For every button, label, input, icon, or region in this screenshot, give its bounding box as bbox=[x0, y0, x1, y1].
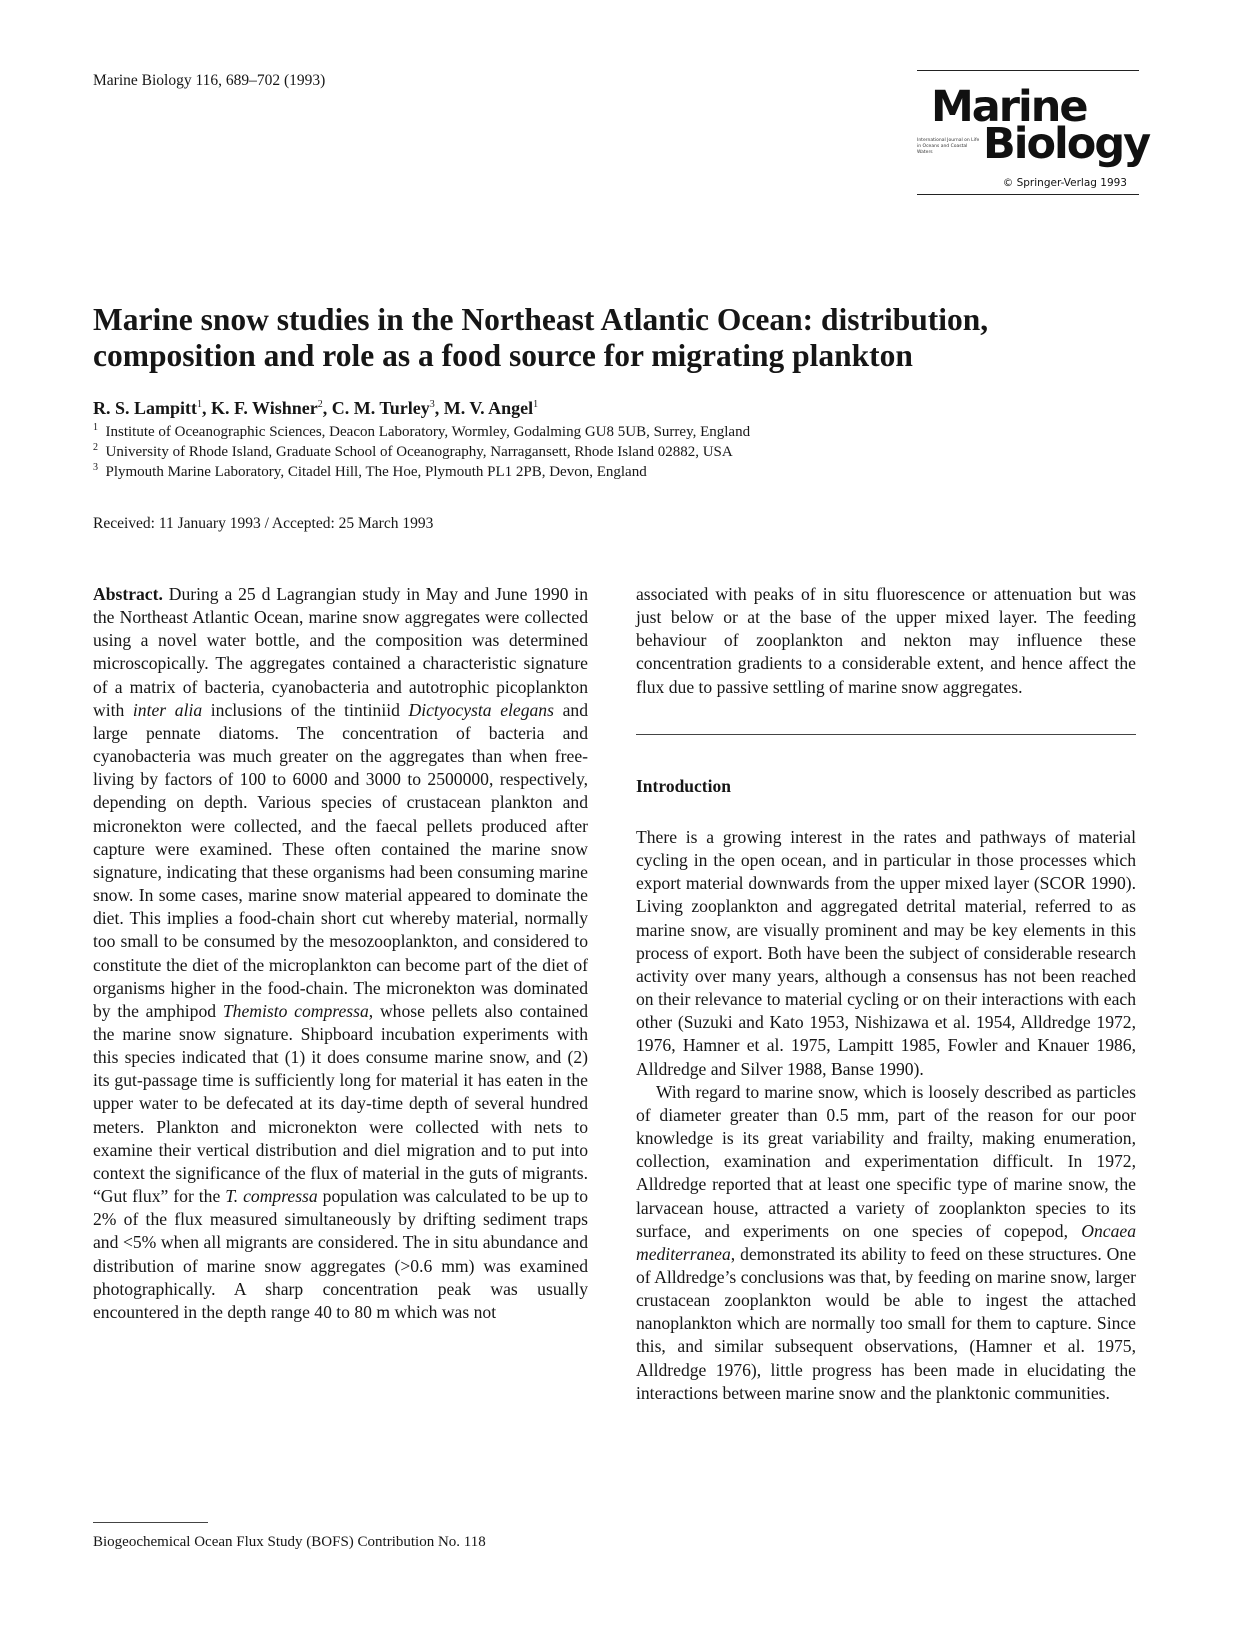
abstract-text: population was calculated to be up to 2% of the flux measured simultaneously by drifting sediment traps and <5% when all migrants are considered. The in situ abundance and distribution of marine snow aggregates (>0.6 mm) was examined photographically. A sharp concentration peak was usually encountered in the depth range 40 to 80 m which was not bbox=[93, 1186, 588, 1322]
species-name: Dictyocysta elegans bbox=[408, 699, 554, 720]
abstract-column bbox=[93, 583, 588, 1324]
logo-tagline: International Journal on Life in Oceans and Coastal Waters bbox=[917, 138, 980, 155]
footnote: Biogeochemical Ocean Flux Study (BOFS) Contribution No. 118 bbox=[93, 1534, 486, 1550]
intro-text: With regard to marine snow, which is loosely described as particles of diameter greater than 0.5 mm, part of the reason for our poor knowledge is its great variability and frailty, making enumeration, collection, examination and experimentation difficult. In 1972, Alldredge reported that at least one specific type of marine snow, the larvacean house, attracted a variety of zooplankton species to its surface, and experiments on one species of copepod, bbox=[636, 1081, 1136, 1241]
abstract-text: inclusions of the tintiniid bbox=[202, 699, 409, 720]
logo-word-biology: Biology bbox=[983, 119, 1150, 169]
affiliation-number: 1 bbox=[93, 422, 98, 433]
author-name: M. V. Angel bbox=[443, 398, 534, 418]
journal-citation: Marine Biology 116, 689–702 (1993) bbox=[93, 72, 326, 89]
author-list: R. S. Lampitt$^1$, K. F. Wishner$^2$, C. M. Turley$^3$, M. V. Angel$^1$ bbox=[93, 398, 539, 418]
article-title: Marine snow studies in the Northeast Atlantic Ocean: distribution, composition and role as a food source for migrating plankton bbox=[93, 302, 989, 373]
logo-top-rule bbox=[917, 70, 1139, 71]
abstract-paragraph bbox=[93, 583, 588, 1324]
affiliation-text: Institute of Oceanographic Sciences, Deacon Laboratory, Wormley, Godalming GU8 5UB, Surrey, England bbox=[105, 424, 751, 440]
logo-copyright: © Springer-Verlag 1993 bbox=[1002, 177, 1127, 189]
abstract-label: Abstract. bbox=[93, 584, 163, 604]
affiliation-text: University of Rhode Island, Graduate School of Oceanography, Narragansett, Rhode Island 02882, USA bbox=[105, 444, 733, 460]
logo-bottom-rule bbox=[917, 194, 1139, 195]
affiliation-number: 3 bbox=[93, 462, 98, 473]
species-name: Themisto compressa bbox=[222, 1000, 369, 1021]
received-dates: Received: 11 January 1993 / Accepted: 25 March 1993 bbox=[93, 515, 434, 532]
introduction-body bbox=[636, 826, 1136, 1405]
abstract-continuation bbox=[636, 583, 1136, 699]
species-name: T. compressa bbox=[225, 1186, 318, 1207]
author-name: K. F. Wishner bbox=[211, 398, 318, 418]
author-name: R. S. Lampitt bbox=[93, 398, 198, 418]
author-affiliation-mark: 1 bbox=[197, 399, 203, 410]
affiliation-text: Plymouth Marine Laboratory, Citadel Hill, The Hoe, Plymouth PL1 2PB, Devon, England bbox=[105, 464, 647, 480]
intro-text: , demonstrated its ability to feed on these structures. One of Alldredge’s conclusions was that, by feeding on marine snow, larger crustacean zooplankton would be able to ingest the attached nanoplankton which are normally too small for them to capture. Since this, and similar subsequent observations, (Hamner et al. 1975, Alldredge 1976), little progress has been made in elucidating the interactions between marine snow and the planktonic communities. bbox=[636, 1243, 1136, 1403]
affiliation bbox=[93, 442, 733, 461]
intro-paragraph: There is a growing interest in the rates and pathways of material cycling in the open ocean, and in particular in those processes which export material downwards from the upper mixed layer (SCOR 1990). Living zooplankton and aggregated detrital material, referred to as marine snow, are visually prominent and may be key elements in this process of export. Both have been the subject of considerable research activity over many years, although a consensus has not been reached on their relevance to material cycling or on their interactions with each other (Suzuki and Kato 1953, Nishizawa et al. 1954, Alldredge 1972, 1976, Hamner et al. 1975, Lampitt 1985, Fowler and Knauer 1986, Alldredge and Silver 1988, Banse 1990). bbox=[636, 827, 1136, 1079]
abstract-continued-text: associated with peaks of in situ fluorescence or attenuation but was just below or at the base of the upper mixed layer. The feeding behaviour of zooplankton and nekton may influence these concentration gradients to a considerable extent, and hence affect the flux due to passive settling of marine snow aggregates. bbox=[636, 584, 1136, 697]
affiliation bbox=[93, 462, 647, 481]
affiliation-number: 2 bbox=[93, 442, 98, 453]
species-name: Oncaea mediterranea bbox=[636, 1220, 1136, 1264]
abstract-text: During a 25 d Lagrangian study in May and June 1990 in the Northeast Atlantic Ocean, marine snow aggregates were collected using a novel water bottle, and the composition was determined microscopically. The aggregates contained a characteristic signature of a matrix of bacteria, cyanobacteria and autotrophic picoplankton with bbox=[93, 584, 588, 720]
logo-word-marine: Marine bbox=[931, 82, 1087, 132]
abstract-italic: inter alia bbox=[132, 699, 203, 720]
affiliation bbox=[93, 422, 750, 441]
abstract-text: and large pennate diatoms. The concentration of bacteria and cyanobacteria was much greater on the aggregates than when free-living by factors of 100 to 6000 and 3000 to 2500000, respectively, depending on depth. Various species of crustacean plankton and micronekton were collected, and the faecal pellets produced after capture were examined. These often contained the marine snow signature, indicating that these organisms had been consuming marine snow. In some cases, marine snow material appeared to dominate the diet. This implies a food-chain short cut whereby material, normally too small to be consumed by the mesozooplankton, and considered to constitute the diet of the microplankton can become part of the diet of organisms higher in the food-chain. The micronekton was dominated by the amphipod bbox=[93, 699, 588, 1021]
section-heading-introduction: Introduction bbox=[636, 776, 731, 796]
abstract-end-rule bbox=[636, 734, 1136, 735]
intro-paragraph bbox=[636, 1081, 1136, 1405]
footnote-rule bbox=[93, 1522, 208, 1523]
author-name: C. M. Turley bbox=[331, 398, 430, 418]
author-affiliation-mark: 2 bbox=[317, 399, 323, 410]
abstract-text: , whose pellets also contained the marine snow signature. Shipboard incubation experiments with this species indicated that (1) it does consume marine snow, and (2) its gut-passage time is sufficiently long for material it has eaten in the upper water to be defecated at its day-time depth of several hundred meters. Plankton and micronekton were collected with nets to examine their vertical distribution and diel migration and to put into context the significance of the flux of material in the guts of migrants. “Gut flux” for the bbox=[93, 1000, 588, 1207]
journal-logo bbox=[917, 70, 1150, 210]
author-affiliation-mark: 1 bbox=[533, 399, 539, 410]
author-affiliation-mark: 3 bbox=[429, 399, 435, 410]
